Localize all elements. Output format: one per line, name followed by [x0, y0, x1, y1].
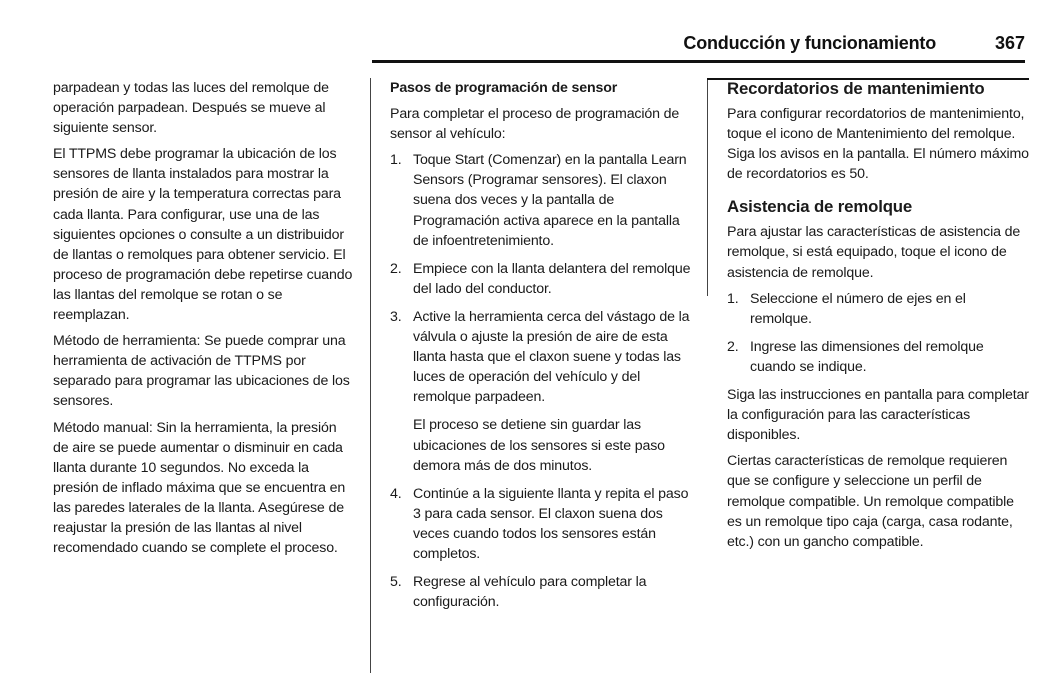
subheading-sensor-steps: Pasos de programación de sensor — [390, 80, 618, 96]
step-text: Seleccione el número de ejes en el remolque. — [750, 290, 966, 327]
paragraph: Método de herramienta: Se puede comprar una herramienta de activación de TTPMS por separado para programar las ubicaciones de los sensores. — [53, 333, 350, 410]
list-item — [727, 337, 1029, 377]
paragraph: Método manual: Sin la herramienta, la presión de aire se puede aumentar o disminuir en cada llanta durante 10 segundos. No exceda la presión de inflado máxima que se encuentra en las paredes laterales de la llanta. Asegúrese de reajustar la presión de las llantas al nivel recomendado cuando se complete el proceso. — [53, 419, 346, 557]
paragraph: parpadean y todas las luces del remolque de operación parpadean. Después se mueve al siguiente sensor. — [53, 80, 329, 137]
list-item — [390, 484, 692, 564]
column-divider — [707, 78, 708, 296]
page-number: 367 — [994, 33, 1025, 53]
step-note: El proceso se detiene sin guardar las ubicaciones de los sensores si este paso demora más de dos minutos. — [413, 417, 665, 474]
section-heading-maintenance: Recordatorios de mantenimiento — [727, 79, 985, 98]
paragraph: Siga las instrucciones en pantalla para completar la configuración para las características disponibles. — [727, 387, 1029, 444]
step-number: 1. — [727, 290, 739, 307]
running-header-title: Conducción y funcionamiento — [683, 33, 936, 53]
step-number: 1. — [390, 152, 402, 169]
paragraph: Para configurar recordatorios de mantenimiento, toque el icono de Mantenimiento del remolque. Siga los avisos en la pantalla. El número máximo de recordatorios es 50. — [727, 106, 1029, 183]
step-text: Continúe a la siguiente llanta y repita el paso 3 para cada sensor. El claxon suena dos veces cuando todos los sensores están completos. — [413, 485, 689, 562]
step-text: Toque Start (Comenzar) en la pantalla Learn Sensors (Programar sensores). El claxon suena dos veces y la pantalla de Programación activa aparece en la pantalla de infoentretenimiento. — [413, 152, 687, 249]
header-rule — [372, 60, 1025, 63]
page-header — [0, 0, 1054, 66]
step-number: 5. — [390, 574, 402, 591]
step-text: Active la herramienta cerca del vástago de la válvula o ajuste la presión de aire de esta llanta hasta que el claxon suene y todas las luces de operación del vehículo y del remolque parpadeen. — [413, 308, 690, 406]
list-item — [390, 259, 692, 299]
list-item — [727, 289, 1029, 329]
list-item — [390, 307, 692, 476]
column-left — [53, 78, 353, 564]
list-item — [390, 150, 692, 250]
section-heading-trailer-assist: Asistencia de remolque — [727, 197, 913, 217]
step-text: Empiece con la llanta delantera del remolque del lado del conductor. — [413, 260, 691, 297]
steps-list — [390, 150, 692, 612]
step-number: 2. — [727, 338, 739, 355]
paragraph: Para completar el proceso de programación de sensor al vehículo: — [390, 106, 680, 143]
step-number: 4. — [390, 485, 402, 502]
step-number: 2. — [390, 260, 402, 277]
list-item — [390, 572, 692, 612]
column-divider — [370, 78, 371, 673]
step-number: 3. — [390, 308, 402, 325]
paragraph: El TTPMS debe programar la ubicación de los sensores de llanta instalados para mostrar la presión de aire y la temperatura correctas para cada llanta. Para configurar, use una de las siguientes opciones o consulte a un distribuidor de llantas o remolques para obtener servicio. El proceso de programación debe repetirse cuando las llantas del remolque se rotan o se reemplazan. — [53, 146, 353, 324]
paragraph: Ciertas características de remolque requieren que se configure y seleccione un perfil de remolque compatible. Un remolque compatible es un remolque tipo caja (carga, casa rodante, etc.) con un gancho compatible. — [727, 453, 1014, 550]
step-text: Regrese al vehículo para completar la configuración. — [413, 574, 647, 611]
step-text: Ingrese las dimensiones del remolque cuando se indique. — [750, 338, 984, 375]
paragraph: Para ajustar las características de asistencia de remolque, si está equipado, toque el icono de asistencia de remolque. — [727, 224, 1021, 281]
steps-list — [727, 289, 1029, 377]
column-right — [727, 78, 1029, 558]
column-middle — [390, 78, 692, 620]
